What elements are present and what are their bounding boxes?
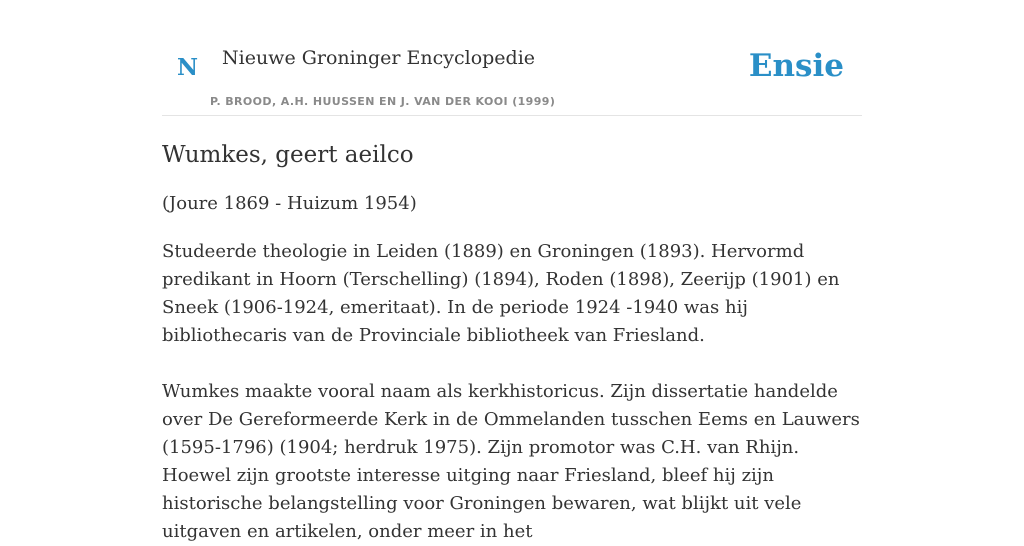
article-paragraph: Studeerde theologie in Leiden (1889) en Groningen (1893). Hervormd predikant in Hoorn (Terschelling) (1894), Roden (1898), Zeerijp (1901) en Sneek (1906-1924, emeritaat). In de periode 1924 -1940 was hij bibliothecaris van de Provinciale bibliotheek van Friesland. bbox=[162, 240, 840, 346]
book-letter-icon: N bbox=[177, 54, 199, 81]
article-paragraph: Wumkes maakte vooral naam als kerkhistoricus. Zijn dissertatie handelde over De Gereformeerde Kerk in de Ommelanden tusschen Eems en Lauwers (1595-1796) (1904; herdruk 1975). Zijn promotor was C.H. van Rhijn. Hoewel zijn grootste interesse uitging naar Friesland, bleef hij zijn historische belangstelling voor Groningen bewaren, wat blijkt uit vele uitgaven en artikelen, onder meer in het bbox=[162, 380, 860, 542]
book-header bbox=[162, 0, 862, 116]
article-title: Wumkes, geert aeilco bbox=[162, 142, 414, 168]
book-authors: P. BROOD, A.H. HUUSSEN EN J. VAN DER KOOI (1999) bbox=[210, 95, 556, 108]
page-container bbox=[162, 0, 862, 546]
ensie-logo[interactable]: Ensie bbox=[748, 48, 844, 84]
article-subtitle: (Joure 1869 - Huizum 1954) bbox=[162, 192, 417, 214]
book-title[interactable]: Nieuwe Groninger Encyclopedie bbox=[222, 47, 536, 69]
